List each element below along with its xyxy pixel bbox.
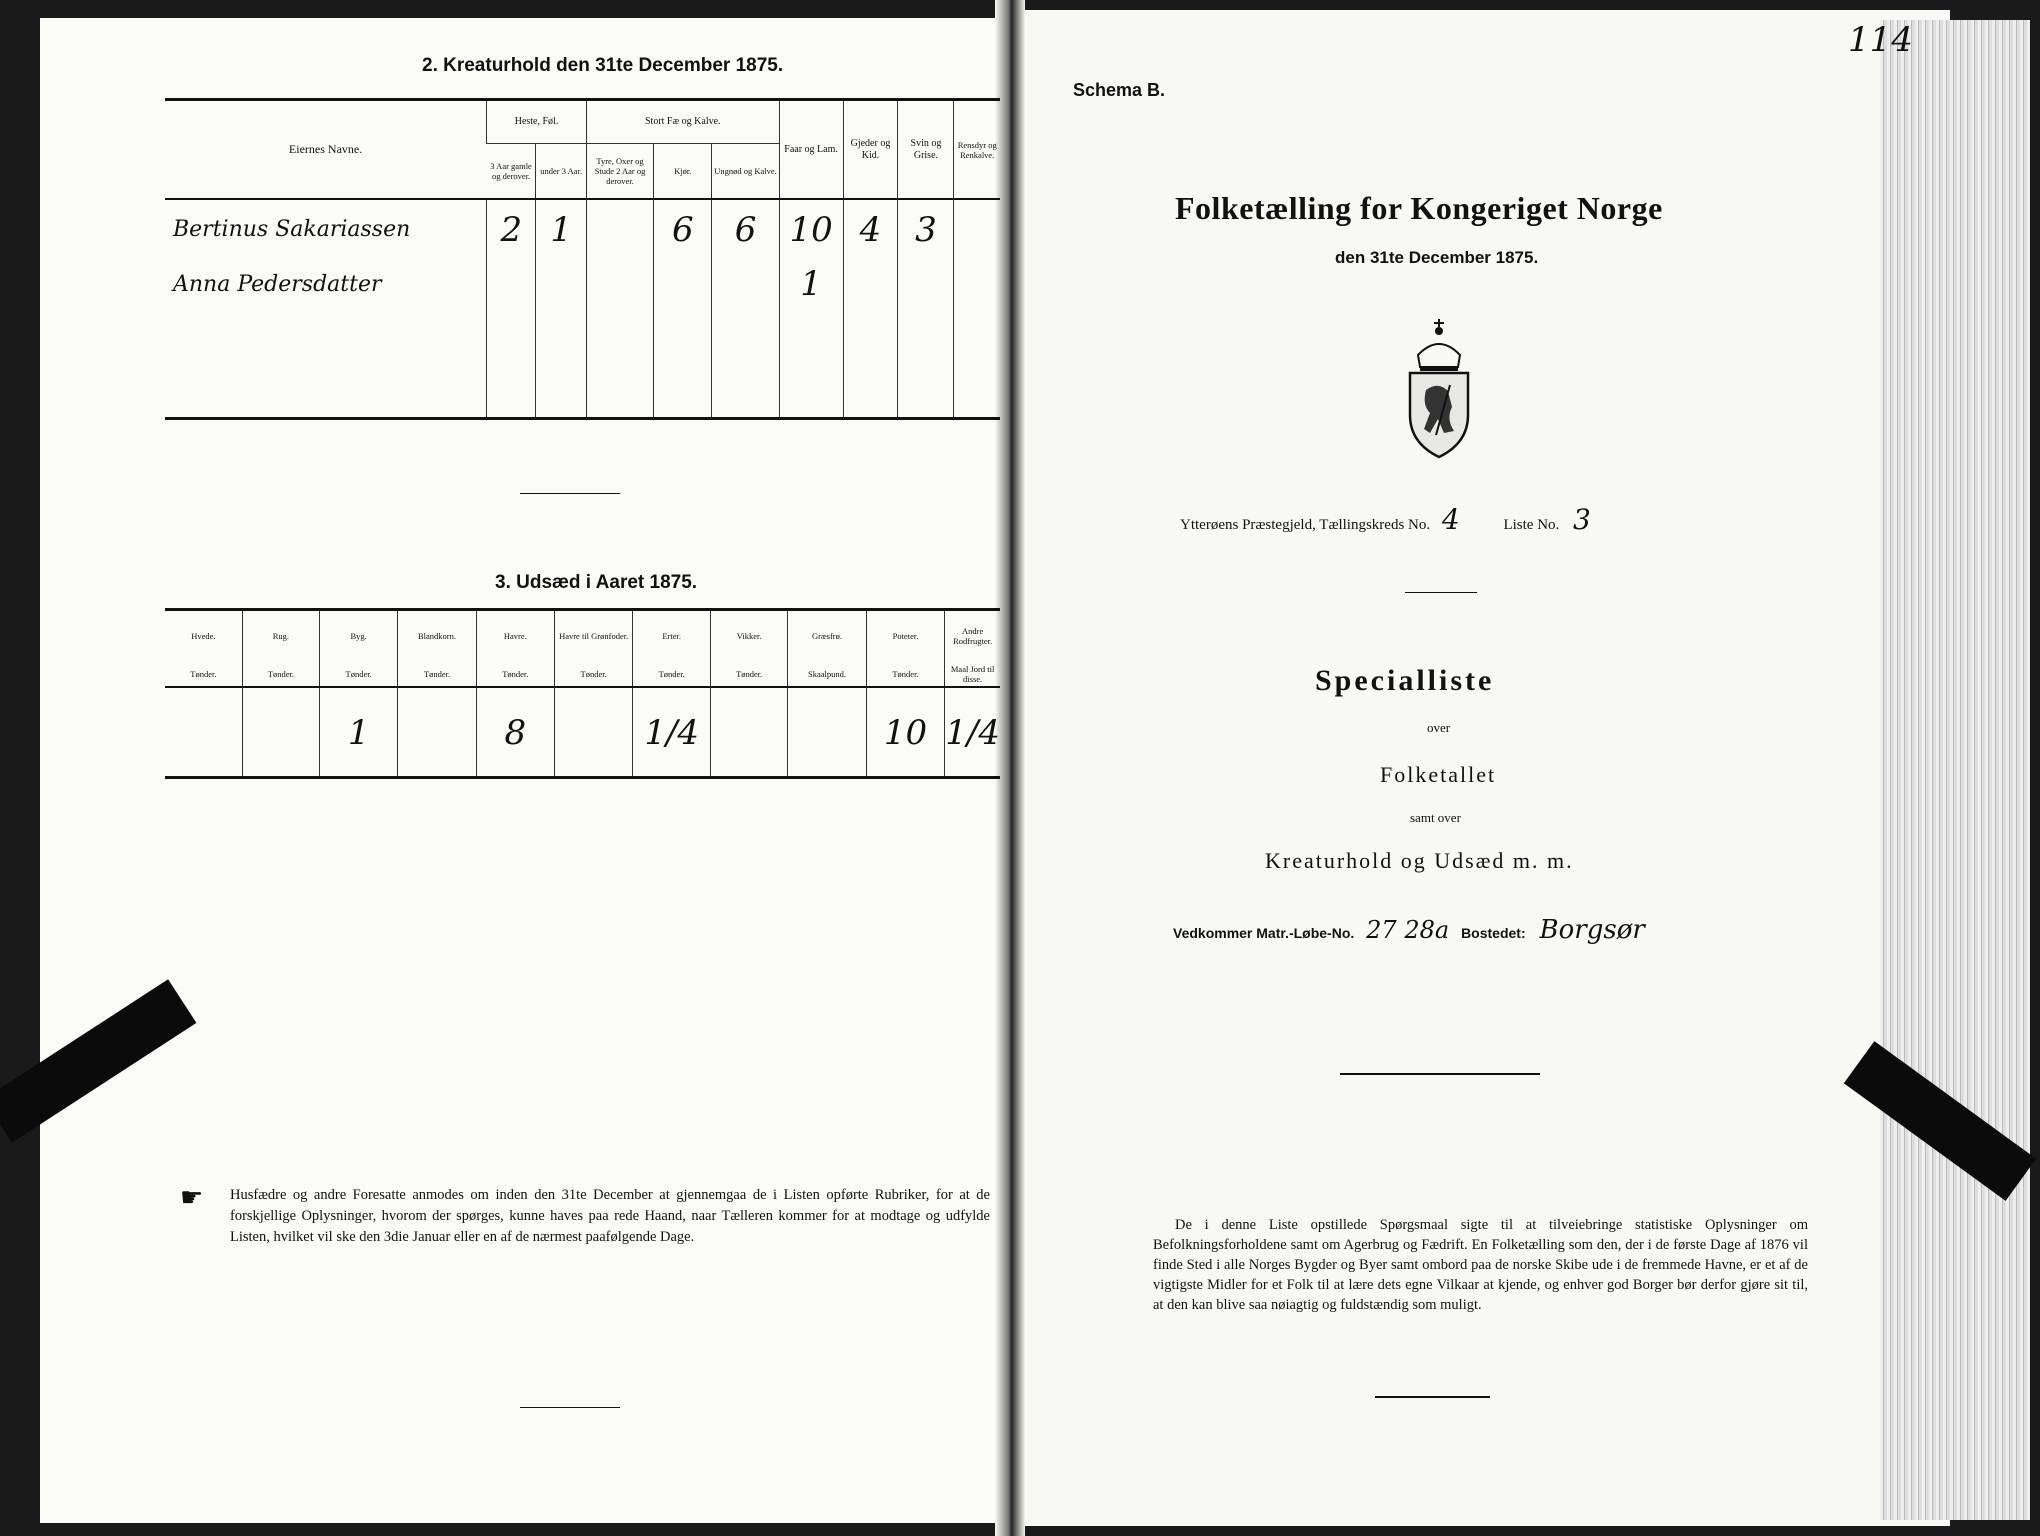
udsaed-header-2: Byg. [320,611,398,662]
parish-line [1180,503,1591,536]
separator [1375,1396,1490,1398]
census-title: Folketælling for Kongeriget Norge [1175,190,1663,226]
owner-cell: Bertinus Sakariassen [173,217,411,242]
bulls-header: Tyre, Oxer og Stude 2 Aar og derover. [586,143,653,199]
udsaed-unit-5: Tønder. [554,662,632,687]
udsaed-value-7 [711,687,788,778]
table-bottom-rule [165,417,1000,420]
udsaed-unit-1: Tønder. [242,662,319,687]
udsaed-unit-4: Tønder. [476,662,554,687]
bulls-cell [586,199,653,259]
goats-cell: 4 [843,199,898,259]
separator [1340,1073,1540,1075]
horses-old-cell: 2 [487,199,536,259]
schema-label: Schema B. [1073,80,1166,100]
pigs-header: Svin og Grise. [898,101,954,199]
owner-header: Eiernes Navne. [165,101,487,199]
folketallet-text: Folketallet [1380,762,1497,787]
kreaturhold-title: 2. Kreaturhold den 31te December 1875. [422,55,784,76]
udsaed-header-10: Andre Rodfrugter. [945,611,1000,662]
reindeer-cell [954,199,1000,259]
udsaed-unit-6: Tønder. [633,662,711,687]
cows-header: Kjør. [654,143,712,199]
list-number: 3 [1573,503,1591,536]
horses-young-cell [536,259,586,309]
udsaed-header-4: Havre. [476,611,554,662]
sheep-cell: 1 [779,259,843,309]
sheep-cell: 10 [779,199,843,259]
pigs-cell [898,259,954,309]
cows-cell: 6 [654,199,712,259]
young-cattle-cell [712,259,779,309]
udsaed-value-6: 1/4 [633,687,711,778]
udsaed-bottom-rule [165,776,1000,779]
udsaed-value-5 [554,687,632,778]
matr-line [1173,915,1645,945]
sheep-header: Faar og Lam. [779,101,843,199]
udsaed-unit-3: Tønder. [398,662,476,687]
udsaed-header-1: Rug. [242,611,319,662]
matr-label: Vedkommer Matr.-Løbe-No. [1173,925,1355,941]
horses-young-header: under 3 Aar. [536,143,586,199]
table-row [165,199,1000,259]
bosted-value: Borgsør [1539,915,1645,945]
notice-text: Husfædre og andre Foresatte anmodes om inden den 31te December at gjennemgaa de i Listen opførte Rubriker, for at de forskjellige Oplysninger, hvorom der spørges, kunne haves paa rede Haand, naar Tælleren kommer for at modtage og udfylde Listen, hvilket vil ske den 3die Januar eller en af de nærmest paafølgende Dage. [230,1187,990,1245]
udsaed-header-3: Blandkorn. [398,611,476,662]
udsaed-value-3 [398,687,476,778]
owner-cell: Anna Pedersdatter [173,271,382,297]
reindeer-header: Rensdyr og Renkalve. [954,101,1000,199]
udsaed-value-1 [242,687,319,778]
specialliste-heading: Specialliste [1315,664,1495,697]
separator [520,1407,620,1408]
horses-old-header: 3 Aar gamle og derover. [487,143,536,199]
udsaed-value-0 [165,687,242,778]
matr-number: 27 28a [1366,916,1450,944]
udsaed-value-2: 1 [320,687,398,778]
parish-label: Ytterøens Præstegjeld, Tællingskreds No. [1180,517,1431,533]
udsaed-header-9: Poteter. [866,611,945,662]
udsaed-unit-7: Tønder. [711,662,788,687]
udsaed-title: 3. Udsæd i Aaret 1875. [495,572,698,593]
udsaed-header-8: Græsfrø. [788,611,866,662]
udsaed-value-9: 10 [866,687,945,778]
samt-over-text: samt over [1410,810,1461,825]
bosted-label: Bostedet: [1461,925,1526,941]
goats-cell [843,259,898,309]
udsaed-unit-0: Tønder. [165,662,242,687]
census-date: den 31te December 1875. [1335,248,1539,267]
udsaed-value-8 [788,687,866,778]
horses-young-cell: 1 [536,199,586,259]
cows-cell [654,259,712,309]
udsaed-header-6: Erter. [633,611,711,662]
goats-header: Gjeder og Kid. [843,101,898,199]
horses-old-cell [487,259,536,309]
kreaturhold-table [165,101,1000,419]
udsaed-unit-2: Tønder. [320,662,398,687]
horses-header: Heste, Føl. [487,101,587,143]
udsaed-table [165,611,1000,778]
kreaturhold-text: Kreaturhold og Udsæd m. m. [1265,848,1574,873]
udsaed-unit-10: Maal Jord til disse. [945,662,1000,687]
young-cattle-header: Ungnød og Kalve. [712,143,779,199]
separator [1405,592,1477,593]
udsaed-header-0: Hvede. [191,631,216,642]
udsaed-header-5: Havre til Grønfoder. [554,611,632,662]
pointing-hand-icon: ☛ [180,1183,204,1213]
reindeer-cell [954,259,1000,309]
udsaed-value-4: 8 [476,687,554,778]
page-number: 114 [1848,20,1913,60]
separator [520,493,620,494]
pigs-cell: 3 [898,199,954,259]
bulls-cell [586,259,653,309]
list-label: Liste No. [1503,517,1560,533]
udsaed-header-7: Vikker. [711,611,788,662]
footer-text: De i denne Liste opstillede Spørgsmaal sigte til at tilveiebringe statistiske Oplysninger om Befolkningsforholdene samt om Agerbrug og Fædrift. En Folketælling som den, der i de første Dage af 1876 vil finde Sted i alle Norges Bygder og Byer samt ombord paa de norske Skibe ude i de fremmede Havne, er et af de vigtigste Midler for et Folk til at lære dets egne Vilkaar at kjende, og enhver god Borger bør derfor gjøre sit til, at den kan blive saa nøiagtig og fuldstændig som muligt. [1153,1217,1808,1313]
district-number: 4 [1441,503,1460,536]
coat-of-arms-icon [1398,315,1480,460]
cattle-header: Stort Fæ og Kalve. [586,101,779,143]
page-edges [1880,20,2030,1520]
table-row [165,259,1000,309]
udsaed-unit-9: Tønder. [866,662,945,687]
udsaed-value-10: 1/4 [945,687,1000,778]
udsaed-unit-8: Skaalpund. [788,662,866,687]
over-text: over [1427,720,1451,735]
young-cattle-cell: 6 [712,199,779,259]
